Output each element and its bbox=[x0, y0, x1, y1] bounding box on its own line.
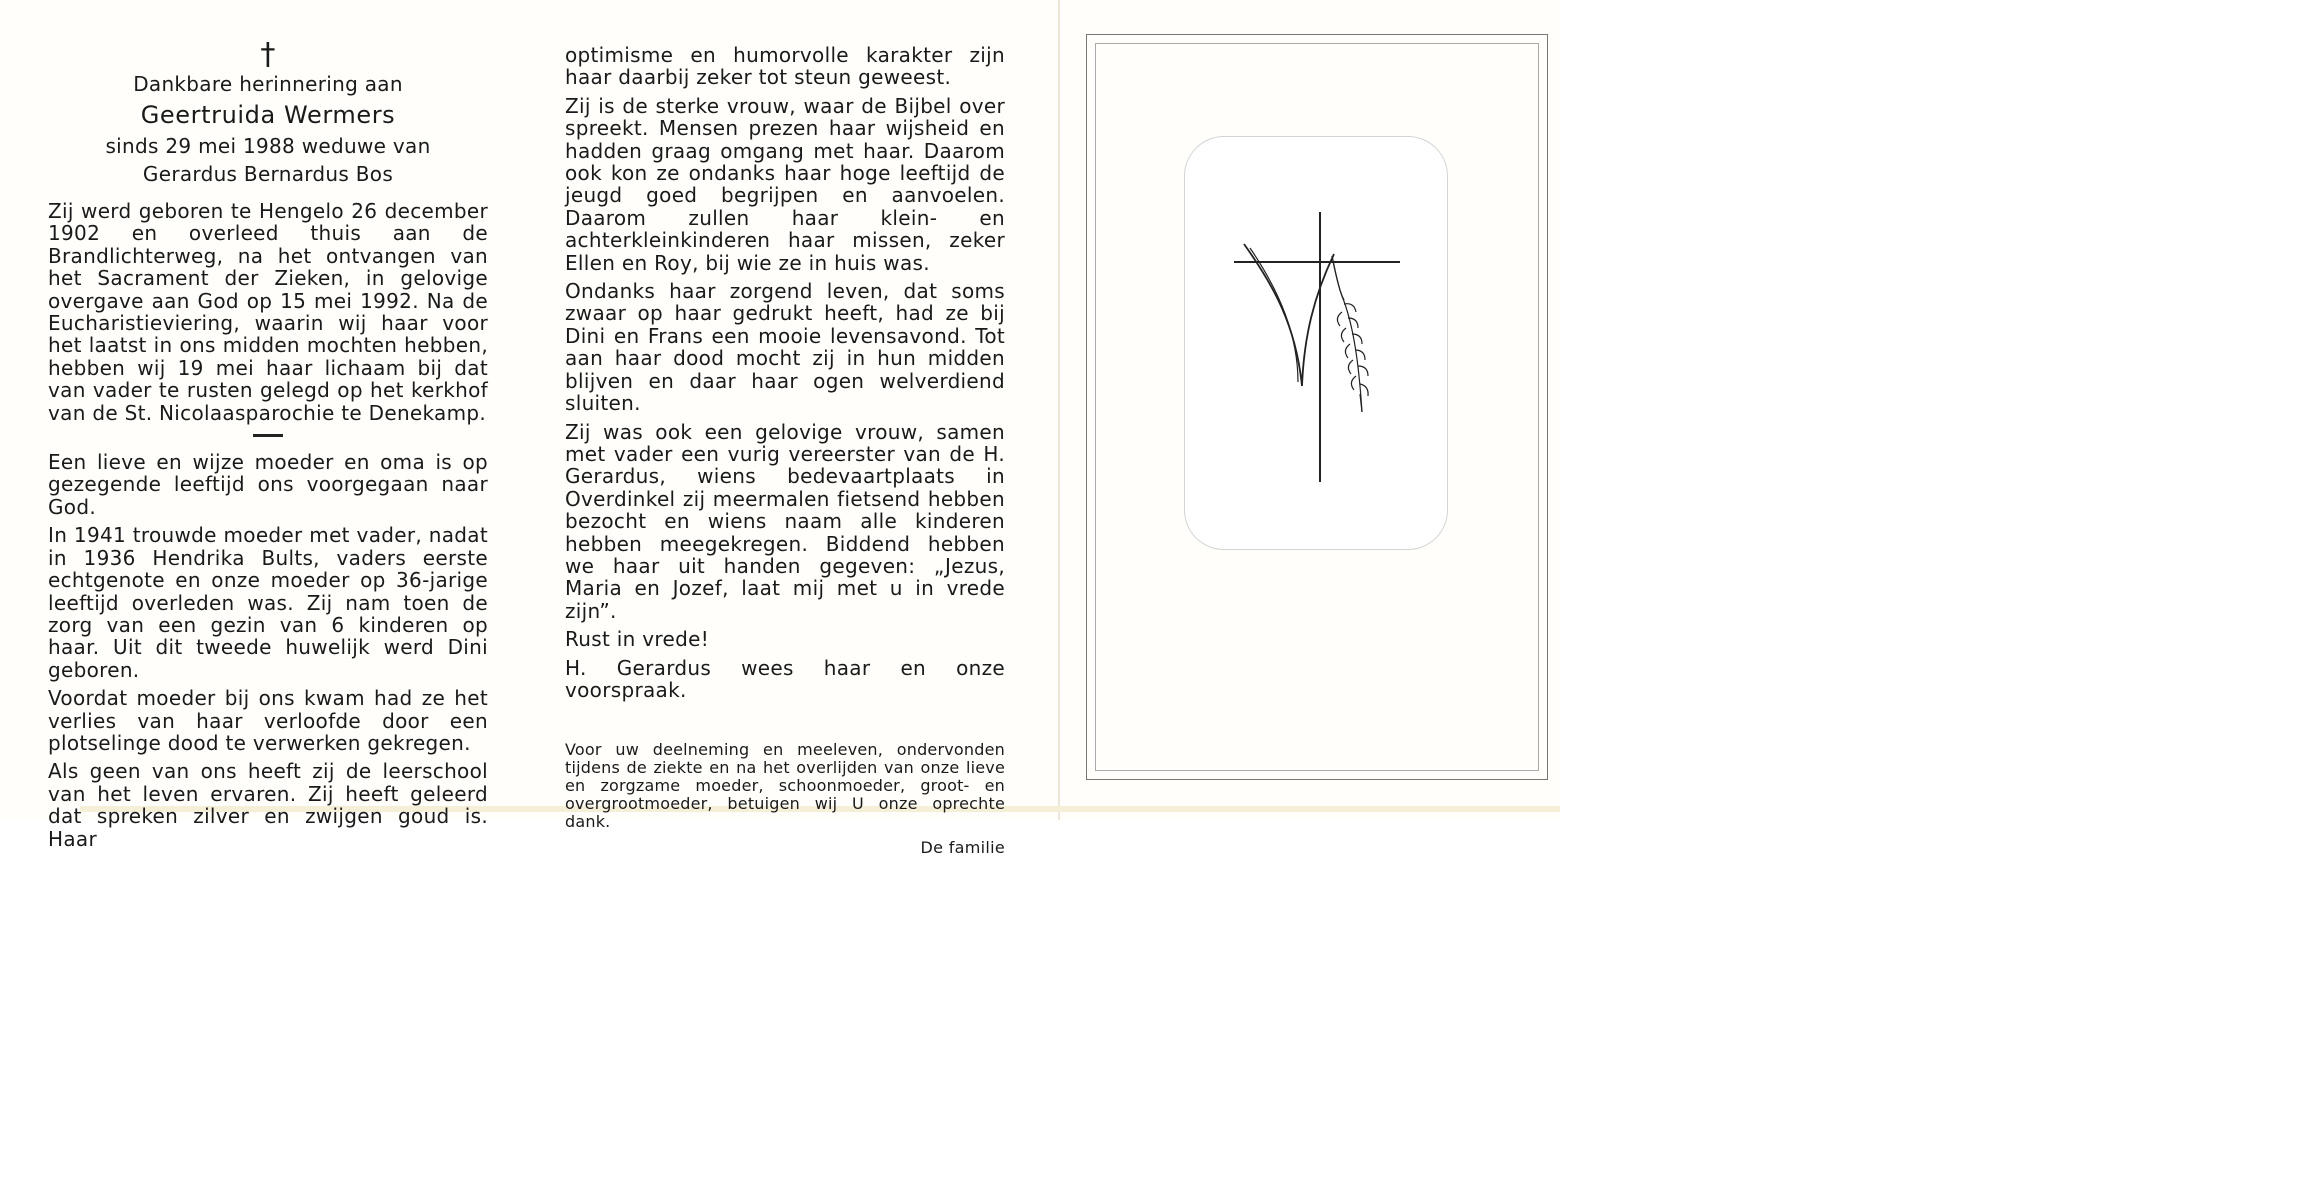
left-column bbox=[48, 37, 488, 856]
intro-line: Dankbare herinnering aan bbox=[133, 72, 403, 96]
widow-line: sinds 29 mei 1988 weduwe van bbox=[105, 134, 431, 158]
text-paragraph: In 1941 trouwde moeder met vader, nadat in 1936 Hendrika Bults, vaders eerste echtgenote en onze moeder op 36-jarige leeftijd overleden was. Zij nam toen de zorg van een gezin van 6 kinderen op haar. Uit dit tweede huwelijk werd Dini geboren. bbox=[48, 523, 488, 682]
text-paragraph: Voordat moeder bij ons kwam had ze het verlies van haar verloofde door een plotselinge dood te verwerken gekregen. bbox=[48, 686, 488, 755]
text-paragraph: Ondanks haar zorgend leven, dat soms zwaar op haar gedrukt heeft, had ze bij Dini en Frans een mooie levensavond. Tot aan haar dood mocht zij in hun midden blijven en daar haar ogen welverdiend sluiten. bbox=[565, 279, 1005, 416]
text-paragraph: Zij is de sterke vrouw, waar de Bijbel over spreekt. Mensen prezen haar wijsheid en hadden graag omgang met haar. Daarom ook kon ze ondanks haar hoge leeftijd de jeugd goed begrijpen en aanvoelen. Daarom zullen haar klein- en achterkleinkinderen haar missen, zeker Ellen en Roy, bij wie ze in huis was. bbox=[565, 93, 1005, 275]
cross-with-wheat-icon bbox=[1184, 136, 1446, 548]
closing-line: H. Gerardus wees haar en onze voorspraak. bbox=[565, 655, 1005, 702]
middle-column bbox=[565, 44, 1005, 860]
signature: De familie bbox=[920, 838, 1005, 858]
separator bbox=[253, 434, 283, 437]
thanks-paragraph: Voor uw deelneming en meeleven, ondervonden tijdens de ziekte en na het overlijden van onze lieve en zorgzame moeder, schoonmoeder, groot- en overgrootmoeder, betuigen wij U onze oprechte dank. bbox=[565, 740, 1005, 832]
life-paragraph: Zij werd geboren te Hengelo 26 december 1902 en overleed thuis aan de Brandlichterweg, na het ontvangen van het Sacrament der Zieken, in gelovige overgave aan God op 15 mei 1992. Na de Eucharistieviering, waarin wij haar voor het laatst in ons midden mochten hebben, hebben wij 19 mei haar lichaam bij dat van vader te rusten gelegd op het kerkhof van de St. Nicolaasparochie te Denekamp. bbox=[48, 199, 488, 425]
card-fold bbox=[1058, 0, 1060, 820]
husband-name: Gerardus Bernardus Bos bbox=[142, 162, 394, 186]
deceased-name: Geertruida Wermers bbox=[140, 101, 396, 129]
text-paragraph: Als geen van ons heeft zij de leerschool van het leven ervaren. Zij heeft geleerd dat spreken zilver en zwijgen goud is. Haar bbox=[48, 759, 488, 851]
text-paragraph: Zij was ook een gelovige vrouw, samen met vader een vurig vereerster van de H. Gerardus, wiens bedevaartplaats in Overdinkel zij meermalen fietsend hebben bezocht en wiens naam alle kinderen hebben meegekregen. Biddend hebben we haar uit handen gegeven: „Jezus, Maria en Jozef, laat mij met u in vrede zijn”. bbox=[565, 419, 1005, 623]
cross-icon: † bbox=[260, 37, 276, 72]
closing-line: Rust in vrede! bbox=[565, 627, 710, 652]
text-paragraph: optimisme en humorvolle karakter zijn haar daarbij zeker tot steun geweest. bbox=[565, 43, 1005, 90]
text-paragraph: Een lieve en wijze moeder en oma is op gezegende leeftijd ons voorgegaan naar God. bbox=[48, 450, 488, 519]
